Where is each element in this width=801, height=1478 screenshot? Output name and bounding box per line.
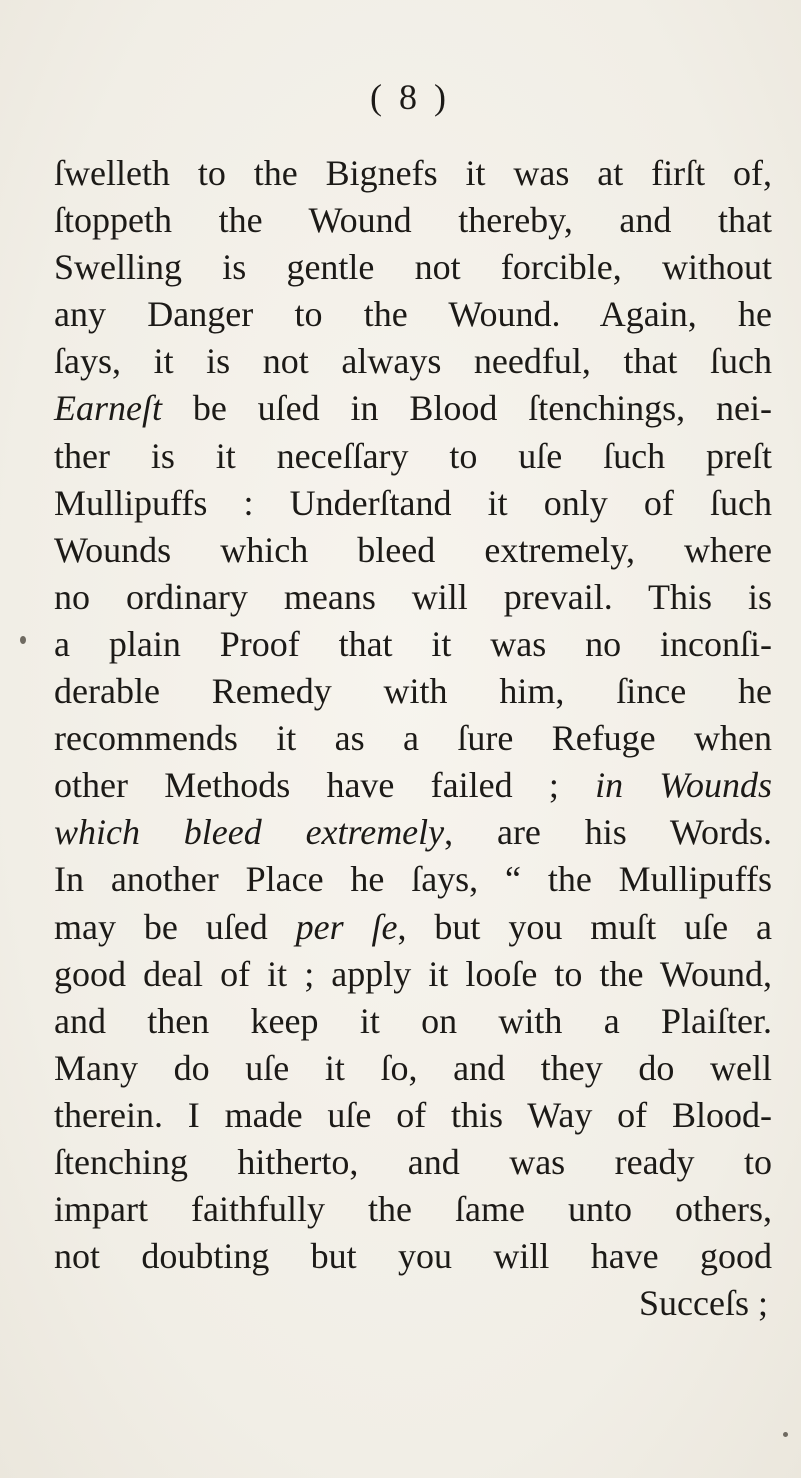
text-run: derable Remedy with him, ſince he xyxy=(54,671,772,712)
page-number: ( 8 ) xyxy=(370,77,450,117)
text-line xyxy=(54,433,772,480)
text-run: no ordinary means will prevail. This is xyxy=(54,576,772,617)
text-line xyxy=(54,574,772,621)
text-line xyxy=(54,668,772,715)
text-line xyxy=(54,244,772,291)
text-run: ſays, it is not always needful, that ſuch xyxy=(54,341,772,382)
italic-text: per ſe xyxy=(295,906,398,947)
text-line xyxy=(54,621,772,668)
ink-speck xyxy=(20,636,26,644)
text-run: and then keep it on with a Plaiſter. xyxy=(54,1000,772,1041)
text-run: other Methods have failed ; xyxy=(54,765,596,806)
text-run: therein. I made uſe of this Way of Blood- xyxy=(54,1094,772,1135)
body-text xyxy=(54,150,772,1327)
text-line xyxy=(54,1139,772,1186)
text-line xyxy=(54,951,772,998)
text-run: , are his Words. xyxy=(444,812,772,853)
text-run: ther is it neceſſary to uſe ſuch preſt xyxy=(54,435,772,476)
text-line xyxy=(54,1092,772,1139)
text-line xyxy=(54,809,772,856)
catchword: Succeſs ; xyxy=(639,1283,768,1324)
text-run: be uſed in Blood ſtenchings, nei- xyxy=(161,388,772,429)
text-run: Swelling is gentle not forcible, without xyxy=(54,247,772,288)
text-run: recommends it as a ſure Refuge when xyxy=(54,718,772,759)
italic-text: Earneſt xyxy=(54,388,162,429)
text-line xyxy=(54,197,772,244)
text-line xyxy=(54,1186,772,1233)
text-line xyxy=(54,762,772,809)
text-line xyxy=(54,291,772,338)
text-run: ſtoppeth the Wound thereby, and that xyxy=(54,200,772,241)
italic-text: in Wounds xyxy=(595,765,772,806)
text-line xyxy=(54,998,772,1045)
text-run: Many do uſe it ſo, and they do well xyxy=(54,1047,772,1088)
text-line xyxy=(54,385,772,432)
text-run: impart faithfully the ſame unto others, xyxy=(54,1189,772,1230)
text-line xyxy=(54,527,772,574)
text-run: ſwelleth to the Bignefs it was at firſt of, xyxy=(54,153,772,193)
text-run: may be uſed xyxy=(54,906,296,947)
italic-text: which bleed extremely xyxy=(54,812,445,853)
text-run: any Danger to the Wound. Again, he xyxy=(54,294,772,335)
text-line xyxy=(54,904,772,951)
text-line xyxy=(54,480,772,527)
text-run: good deal of it ; apply it looſe to the Wound, xyxy=(54,953,772,994)
ink-speck xyxy=(783,1432,788,1437)
text-line xyxy=(54,715,772,762)
text-run: Mullipuffs : Underſtand it only of ſuch xyxy=(54,482,772,523)
text-run: Wounds which bleed extremely, where xyxy=(54,529,772,570)
text-line xyxy=(54,1045,772,1092)
text-run: not doubting but you will have good xyxy=(54,1236,772,1277)
text-run: , but you muſt uſe a xyxy=(397,906,773,947)
text-line xyxy=(54,856,772,903)
text-line xyxy=(54,150,772,197)
text-run: In another Place he ſays, “ the Mullipuffs xyxy=(54,859,772,900)
text-line xyxy=(54,338,772,385)
text-run: ſtenching hitherto, and was ready to xyxy=(54,1141,772,1182)
text-run: a plain Proof that it was no inconſi- xyxy=(54,623,772,664)
text-line xyxy=(54,1233,772,1280)
